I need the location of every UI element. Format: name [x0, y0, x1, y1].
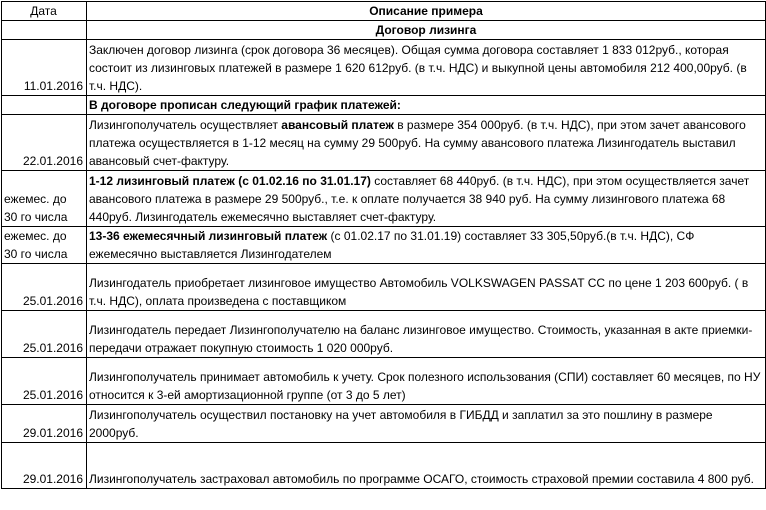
table-row [2, 40, 766, 96]
description-column-header: Описание примера [87, 2, 766, 21]
section-row [2, 21, 766, 40]
row-description [87, 227, 766, 264]
row-description: Заключен договор лизинга (срок договора 36 месяцев). Общая сумма договора составляет 1 833 012руб., которая состоит из лизинговых платежей в размере 1 620 612руб. (в т.ч. НДС) и выкупной цены автомобиля 212 400,00руб. (в т.ч. НДС). [87, 40, 766, 96]
table-row [2, 358, 766, 405]
table-row [2, 405, 766, 443]
row-description: В договоре прописан следующий график платежей: [87, 96, 766, 115]
row-description: Лизингодатель приобретает лизинговое имущество Автомобиль VOLKSWAGEN PASSAT CC по цене 1 203 600руб. ( в т.ч. НДС), оплата произведена с поставщиком [87, 264, 766, 311]
row-text-bold: 1-12 лизинговый платеж (с 01.02.16 по 31.01.17) [89, 174, 371, 188]
table-row [2, 171, 766, 227]
row-description: Лизингополучатель застраховал автомобиль по программе ОСАГО, стоимость страховой премии составила 4 800 руб. [87, 443, 766, 489]
date-column-header: Дата [2, 2, 87, 21]
row-description: Лизингополучатель принимает автомобиль к учету. Срок полезного использования (СПИ) составляет 60 месяцев, по НУ относится к 3-ей амортизационной группе (от 3 до 5 лет) [87, 358, 766, 405]
row-date [2, 96, 87, 115]
row-text-bold: авансовый платеж [281, 118, 394, 132]
row-description: Лизингополучатель осуществил постановку на учет автомобиля в ГИБДД и заплатил за это пошлину в размере 2000руб. [87, 405, 766, 443]
row-date: ежемес. до 30 го числа [2, 227, 87, 264]
row-date: 29.01.2016 [2, 443, 87, 489]
leasing-example-table [1, 1, 766, 489]
row-date: 11.01.2016 [2, 40, 87, 96]
row-description [87, 115, 766, 171]
section-title: Договор лизинга [87, 21, 766, 40]
table-row [2, 264, 766, 311]
table-row [2, 96, 766, 115]
row-text-pre: Лизингополучатель осуществляет [89, 118, 282, 132]
header-row [2, 2, 766, 21]
table-row [2, 115, 766, 171]
row-text-post: (с 01.02.17 по 31.01.19) составляет 33 305,50руб.(в т.ч. НДС), СФ ежемесячно выставляется Лизингодателем [89, 229, 695, 261]
row-date: ежемес. до 30 го числа [2, 171, 87, 227]
table-row [2, 227, 766, 264]
row-text-post: в размере 354 000руб. (в т.ч. НДС), при этом зачет авансового платежа осуществляется в 1-12 месяц на сумму 29 500руб. На сумму авансового платежа Лизингодатель выставил авансовый счет-фактуру. [89, 118, 746, 168]
row-description [87, 171, 766, 227]
row-text-bold: 13-36 ежемесячный лизинговый платеж [89, 229, 328, 243]
table-row [2, 443, 766, 489]
row-date: 22.01.2016 [2, 115, 87, 171]
table-row [2, 311, 766, 358]
row-description: Лизингодатель передает Лизингополучателю на баланс лизинговое имущество. Стоимость, указанная в акте приемки-передачи отражает покупную стоимость 1 020 000руб. [87, 311, 766, 358]
row-date: 25.01.2016 [2, 311, 87, 358]
row-date: 29.01.2016 [2, 405, 87, 443]
row-date: 25.01.2016 [2, 264, 87, 311]
empty-cell [2, 21, 87, 40]
row-date: 25.01.2016 [2, 358, 87, 405]
row-text-post: составляет 68 440руб. (в т.ч. НДС), при этом осуществляется зачет авансового платежа в размере 29 500руб., т.е. к оплате получается 38 940 руб. На сумму лизингового платежа 68 440руб. Лизингодатель ежемесячно выставляет счет-фактуру. [89, 174, 750, 224]
